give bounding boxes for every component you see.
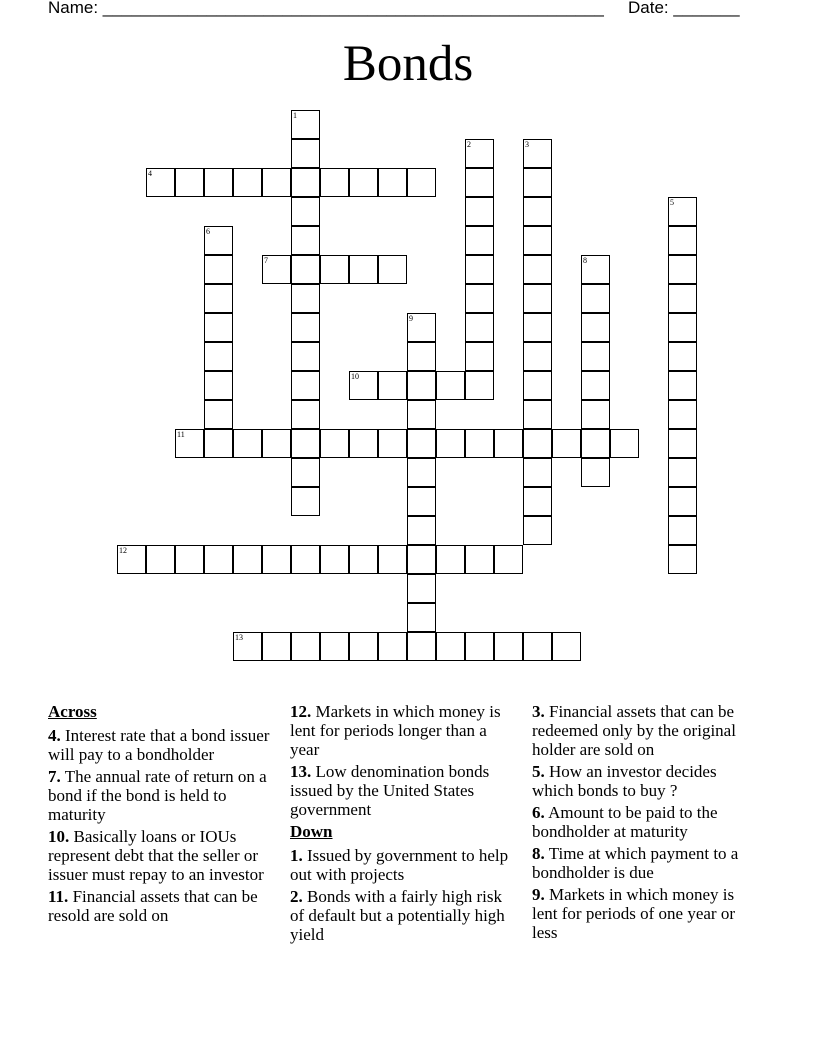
crossword-cell[interactable] (436, 632, 465, 661)
clue-down-8 (532, 844, 756, 882)
crossword-cell[interactable] (668, 545, 697, 574)
crossword-cell[interactable] (523, 226, 552, 255)
clue-number-label: 8 (583, 256, 587, 265)
crossword-cell[interactable] (291, 342, 320, 371)
crossword-cell[interactable] (407, 313, 436, 342)
clues-column-3 (532, 702, 756, 945)
crossword-cell[interactable] (668, 429, 697, 458)
crossword-cell[interactable] (146, 168, 175, 197)
crossword-cell[interactable] (378, 545, 407, 574)
crossword-cell[interactable] (291, 487, 320, 516)
crossword-cell[interactable] (668, 458, 697, 487)
clue-number-label: 10 (351, 372, 359, 381)
crossword-cell[interactable] (204, 226, 233, 255)
crossword-cell[interactable] (291, 110, 320, 139)
crossword-cell[interactable] (175, 429, 204, 458)
crossword-cell[interactable] (436, 371, 465, 400)
clue-number: 5. (532, 762, 545, 781)
clue-number-label: 7 (264, 256, 268, 265)
crossword-cell[interactable] (349, 255, 378, 284)
crossword-cell[interactable] (349, 371, 378, 400)
clue-text: Issued by government to help out with projects (290, 846, 509, 884)
clue-number-label: 13 (235, 633, 243, 642)
crossword-cell[interactable] (494, 545, 523, 574)
crossword-cell[interactable] (262, 632, 291, 661)
crossword-cell[interactable] (465, 545, 494, 574)
clue-text: Markets in which money is lent for periods longer than a year (290, 702, 501, 759)
clue-text: Financial assets that can be redeemed only by the original holder are sold on (532, 702, 736, 759)
clue-number: 10. (48, 827, 70, 846)
crossword-cell[interactable] (668, 313, 697, 342)
crossword-cell[interactable] (668, 371, 697, 400)
crossword-cell[interactable] (320, 545, 349, 574)
crossword-cell[interactable] (204, 429, 233, 458)
crossword-cell[interactable] (523, 487, 552, 516)
crossword-cell[interactable] (291, 632, 320, 661)
crossword-cell[interactable] (320, 429, 349, 458)
clue-number: 2. (290, 887, 303, 906)
clue-text: Markets in which money is lent for periods of one year or less (532, 885, 735, 942)
crossword-cell[interactable] (204, 342, 233, 371)
page-title: Bonds (342, 36, 474, 92)
name-field-label: Name: _____________________________________________________ (48, 0, 604, 17)
crossword-cell[interactable] (552, 632, 581, 661)
clue-across-11 (48, 887, 272, 925)
crossword-cell[interactable] (523, 516, 552, 545)
clue-down-6 (532, 803, 756, 841)
crossword-cell[interactable] (378, 168, 407, 197)
crossword-cell[interactable] (523, 429, 552, 458)
crossword-cell[interactable] (378, 371, 407, 400)
clue-number: 13. (290, 762, 312, 781)
crossword-cell[interactable] (581, 284, 610, 313)
crossword-cell[interactable] (465, 139, 494, 168)
crossword-cell[interactable] (117, 545, 146, 574)
crossword-cell[interactable] (581, 429, 610, 458)
crossword-cell[interactable] (407, 632, 436, 661)
clue-across-7 (48, 767, 272, 824)
clue-number: 6. (532, 803, 545, 822)
crossword-cell[interactable] (291, 197, 320, 226)
crossword-cell[interactable] (581, 371, 610, 400)
crossword-cell[interactable] (668, 487, 697, 516)
crossword-cell[interactable] (668, 342, 697, 371)
clue-number: 12. (290, 702, 312, 721)
crossword-cell[interactable] (262, 255, 291, 284)
crossword-cell[interactable] (204, 545, 233, 574)
clue-across-12 (290, 702, 514, 759)
crossword-cell[interactable] (378, 255, 407, 284)
crossword-cell[interactable] (291, 255, 320, 284)
crossword-cell[interactable] (320, 255, 349, 284)
clue-text: How an investor decides which bonds to buy ? (532, 762, 717, 800)
crossword-cell[interactable] (668, 255, 697, 284)
clue-number-label: 6 (206, 227, 210, 236)
crossword-cell[interactable] (407, 487, 436, 516)
crossword-cell[interactable] (349, 429, 378, 458)
crossword-cell[interactable] (233, 168, 262, 197)
clues-column-1 (48, 702, 272, 928)
crossword-cell[interactable] (233, 545, 262, 574)
crossword-cell[interactable] (291, 313, 320, 342)
crossword-cell[interactable] (407, 371, 436, 400)
clue-down-1 (290, 846, 514, 884)
clue-number-label: 4 (148, 169, 152, 178)
crossword-cell[interactable] (465, 284, 494, 313)
clue-number-label: 12 (119, 546, 127, 555)
clue-across-13 (290, 762, 514, 819)
clue-text: Interest rate that a bond issuer will pay to a bondholder (48, 726, 270, 764)
clue-down-2 (290, 887, 514, 944)
crossword-cell[interactable] (291, 226, 320, 255)
crossword-cell[interactable] (291, 371, 320, 400)
clue-across-4 (48, 726, 272, 764)
crossword-cell[interactable] (465, 226, 494, 255)
clue-text: Bonds with a fairly high risk of default but a potentially high yield (290, 887, 505, 944)
crossword-cell[interactable] (291, 168, 320, 197)
crossword-cell[interactable] (465, 342, 494, 371)
clue-text: Financial assets that can be resold are sold on (48, 887, 258, 925)
crossword-cell[interactable] (465, 632, 494, 661)
crossword-cell[interactable] (349, 168, 378, 197)
crossword-cell[interactable] (204, 400, 233, 429)
crossword-cell[interactable] (581, 458, 610, 487)
crossword-cell[interactable] (668, 400, 697, 429)
crossword-cell[interactable] (204, 284, 233, 313)
crossword-cell[interactable] (465, 197, 494, 226)
crossword-cell[interactable] (204, 255, 233, 284)
crossword-cell[interactable] (523, 255, 552, 284)
crossword-cell[interactable] (204, 168, 233, 197)
across-heading: Across (48, 702, 97, 721)
crossword-cell[interactable] (668, 284, 697, 313)
crossword-cell[interactable] (523, 197, 552, 226)
clue-down-9 (532, 885, 756, 942)
crossword-cell[interactable] (523, 458, 552, 487)
crossword-cell[interactable] (465, 255, 494, 284)
clue-number: 11. (48, 887, 69, 906)
clue-number-label: 1 (293, 111, 297, 120)
crossword-cell[interactable] (407, 400, 436, 429)
clue-number-label: 11 (177, 430, 185, 439)
crossword-cell[interactable] (291, 139, 320, 168)
crossword-cell[interactable] (407, 458, 436, 487)
crossword-cell[interactable] (291, 458, 320, 487)
crossword-cell[interactable] (523, 400, 552, 429)
crossword-cell[interactable] (233, 632, 262, 661)
clues-column-2 (290, 702, 514, 947)
crossword-cell[interactable] (523, 632, 552, 661)
crossword-cell[interactable] (668, 516, 697, 545)
crossword-cell[interactable] (204, 313, 233, 342)
clue-down-5 (532, 762, 756, 800)
crossword-cell[interactable] (320, 168, 349, 197)
clue-number: 4. (48, 726, 61, 745)
crossword-cell[interactable] (581, 313, 610, 342)
crossword-cell[interactable] (233, 429, 262, 458)
crossword-cell[interactable] (523, 313, 552, 342)
clue-text: Low denomination bonds issued by the United States government (290, 762, 490, 819)
crossword-cell[interactable] (581, 255, 610, 284)
crossword-cell[interactable] (204, 371, 233, 400)
clue-text: Time at which payment to a bondholder is due (532, 844, 739, 882)
clue-number: 1. (290, 846, 303, 865)
crossword-cell[interactable] (349, 545, 378, 574)
crossword-cell[interactable] (291, 400, 320, 429)
clue-text: Basically loans or IOUs represent debt that the seller or issuer must repay to an investor (48, 827, 264, 884)
clue-number-label: 3 (525, 140, 529, 149)
crossword-cell[interactable] (407, 168, 436, 197)
crossword-cell[interactable] (523, 371, 552, 400)
crossword-cell[interactable] (668, 226, 697, 255)
crossword-cell[interactable] (146, 545, 175, 574)
clue-text: The annual rate of return on a bond if the bond is held to maturity (48, 767, 267, 824)
clue-number: 9. (532, 885, 545, 904)
crossword-cell[interactable] (291, 284, 320, 313)
crossword-cell[interactable] (523, 139, 552, 168)
clue-number-label: 2 (467, 140, 471, 149)
crossword-cell[interactable] (465, 313, 494, 342)
clue-number: 8. (532, 844, 545, 863)
crossword-cell[interactable] (581, 400, 610, 429)
crossword-cell[interactable] (523, 342, 552, 371)
crossword-cell[interactable] (552, 429, 581, 458)
crossword-cell[interactable] (436, 429, 465, 458)
crossword-cell[interactable] (378, 632, 407, 661)
crossword-cell[interactable] (668, 197, 697, 226)
crossword-cell[interactable] (407, 342, 436, 371)
crossword-cell[interactable] (407, 429, 436, 458)
crossword-cell[interactable] (262, 429, 291, 458)
clue-down-3 (532, 702, 756, 759)
crossword-cell[interactable] (262, 545, 291, 574)
crossword-cell[interactable] (465, 429, 494, 458)
crossword-cell[interactable] (349, 632, 378, 661)
crossword-cell[interactable] (407, 574, 436, 603)
clue-across-10 (48, 827, 272, 884)
crossword-cell[interactable] (610, 429, 639, 458)
clue-text: Amount to be paid to the bondholder at maturity (532, 803, 718, 841)
crossword-cell[interactable] (494, 429, 523, 458)
crossword-cell[interactable] (523, 284, 552, 313)
crossword-cell[interactable] (494, 632, 523, 661)
crossword-cell[interactable] (175, 168, 204, 197)
clue-number-label: 9 (409, 314, 413, 323)
crossword-cell[interactable] (291, 429, 320, 458)
crossword-cell[interactable] (407, 603, 436, 632)
crossword-cell[interactable] (407, 545, 436, 574)
clue-number-label: 5 (670, 198, 674, 207)
crossword-cell[interactable] (262, 168, 291, 197)
crossword-cell[interactable] (523, 168, 552, 197)
crossword-cell[interactable] (320, 632, 349, 661)
clue-number: 7. (48, 767, 61, 786)
crossword-cell[interactable] (407, 516, 436, 545)
clue-number: 3. (532, 702, 545, 721)
crossword-cell[interactable] (175, 545, 204, 574)
crossword-cell[interactable] (465, 168, 494, 197)
crossword-cell[interactable] (465, 371, 494, 400)
down-heading: Down (290, 822, 333, 841)
crossword-cell[interactable] (291, 545, 320, 574)
crossword-cell[interactable] (436, 545, 465, 574)
date-field-label: Date: _______ (628, 0, 740, 17)
crossword-cell[interactable] (581, 342, 610, 371)
crossword-cell[interactable] (378, 429, 407, 458)
